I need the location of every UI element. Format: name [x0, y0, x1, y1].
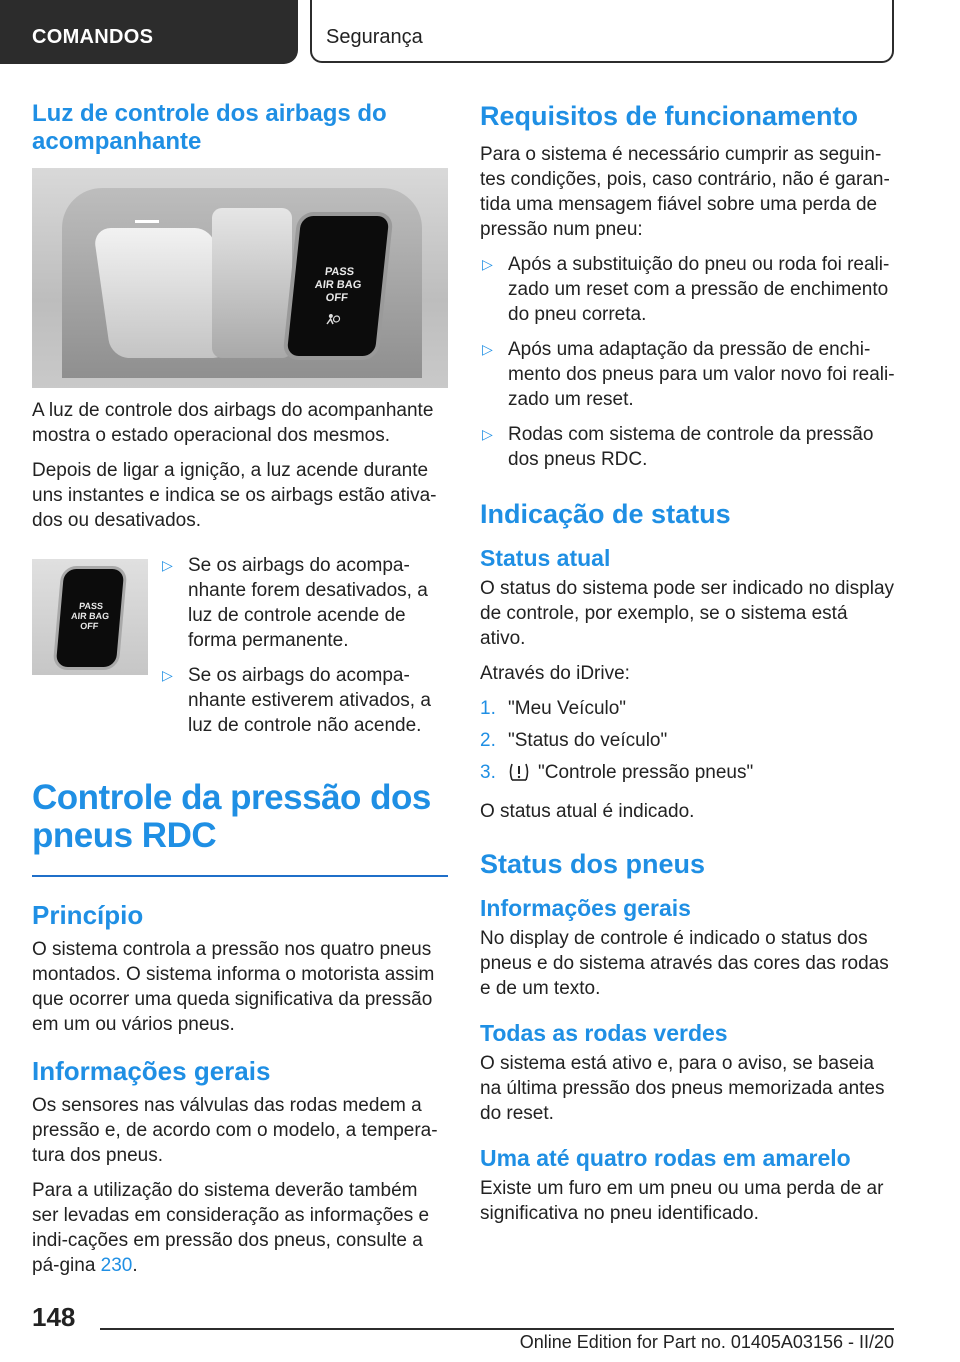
idrive-steps — [480, 696, 896, 789]
footer-divider — [100, 1328, 894, 1330]
section-divider — [32, 875, 448, 877]
airbag-paragraph-1: A luz de controle dos airbags do acompanhante mostra o estado operacional dos mesmos. — [32, 400, 434, 446]
chapter-tab — [0, 0, 298, 64]
airbag-bullet-list — [160, 553, 450, 748]
yellow-wheels-title: Uma até quatro rodas em amarelo — [480, 1145, 851, 1171]
all-green-title: Todas as rodas verdes — [480, 1020, 728, 1046]
status-title: Indicação de status — [480, 499, 731, 529]
section-label: Segurança — [326, 26, 423, 48]
triangle-bullet-icon: ▷ — [482, 341, 493, 357]
left-column — [32, 100, 448, 1288]
tire-status-title: Status dos pneus — [480, 849, 706, 879]
airbag-light-title: Luz de controle dos airbags do acompanhante — [32, 100, 387, 155]
triangle-bullet-icon: ▷ — [482, 426, 493, 442]
requirements-title: Requisitos de funcionamento — [480, 101, 859, 131]
current-status-paragraph: O status do sistema pode ser indicado no display de controle, por exemplo, se o sistema está ativo. — [480, 578, 895, 649]
list-item: 3. "Controle pressão pneus" — [480, 760, 896, 789]
airbag-panel-photo — [32, 168, 448, 388]
principle-title: Princípio — [32, 900, 144, 930]
triangle-bullet-icon: ▷ — [482, 256, 493, 272]
triangle-bullet-icon: ▷ — [162, 667, 173, 683]
list-item: ▷ Após uma adaptação da pressão de enchi‐mento dos pneus para um valor novo foi reali‐zado um reset. — [482, 339, 895, 410]
list-item: ▷ Se os airbags do acompa‐nhante estiverem ativados, a luz de controle não acende. — [162, 665, 431, 736]
list-item: 2. "Status do veículo" — [480, 730, 668, 751]
airbag-icon — [326, 312, 341, 324]
requirements-paragraph: Para o sistema é necessário cumprir as seguin‐tes condições, pois, caso contrário, não é garan‐tida uma mensagem fiável sobre uma perda de pressão num pneu: — [480, 144, 890, 240]
right-column — [480, 100, 896, 1236]
pass-airbag-off-switch: PASS AIR BAG OFF — [287, 216, 390, 356]
yellow-wheels-paragraph: Existe um furo em um pneu ou uma perda de ar significativa no pneu identificado. — [480, 1178, 884, 1224]
general-paragraph-1: Os sensores nas válvulas das rodas medem a pressão e, de acordo com o modelo, a tempera‐tura dos pneus. — [32, 1095, 438, 1166]
idrive-paragraph: Através do iDrive: — [480, 663, 630, 684]
list-item: ▷ Após a substituição do pneu ou roda foi reali‐zado um reset com a pressão de enchimento do pneu correta. — [482, 254, 890, 325]
general-info-title: Informações gerais — [32, 1056, 271, 1086]
list-item: ▷ Se os airbags do acompa‐nhante forem desativados, a luz de controle acende de forma permanente. — [162, 555, 428, 651]
airbag-switch-photo — [32, 559, 148, 675]
list-item: ▷ Rodas com sistema de controle da pressão dos pneus RDC. — [482, 424, 874, 470]
principle-paragraph: O sistema controla a pressão nos quatro pneus montados. O sistema informa o motorista assim que ocorrer uma queda significativa da pressão em um ou vários pneus. — [32, 939, 435, 1035]
rdc-heading: Controle da pressão dos pneus RDC — [32, 778, 431, 855]
current-status-title: Status atual — [480, 545, 611, 571]
tire-general-paragraph: No display de controle é indicado o status dos pneus e do sistema através das cores das rodas e de um texto. — [480, 928, 889, 999]
tire-general-info-title: Informações gerais — [480, 895, 691, 921]
pass-airbag-off-switch-small: PASS AIR BAG OFF — [56, 569, 125, 667]
airbag-paragraph-2: Depois de ligar a ignição, a luz acende durante uns instantes e indica se os airbags estão ativa‐dos ou desativados. — [32, 460, 437, 531]
tire-pressure-warning-icon — [508, 762, 530, 789]
page-number: 148 — [32, 1302, 76, 1332]
indicated-paragraph: O status atual é indicado. — [480, 801, 695, 822]
all-green-paragraph: O sistema está ativo e, para o aviso, se baseia na última pressão dos pneus memorizada antes do reset. — [480, 1053, 885, 1124]
edition-note: Online Edition for Part no. 01405A03156 - II/20 — [519, 1332, 894, 1352]
page-link[interactable]: 230 — [100, 1255, 133, 1276]
requirements-list — [480, 252, 896, 472]
list-item: 1. "Meu Veículo" — [480, 698, 627, 719]
chapter-label: COMANDOS — [32, 26, 154, 48]
general-paragraph-2: Para a utilização do sistema deverão também ser levadas em consideração as informações e indi‐cações em pressão dos pneus, consulte a pá‐gina 230. — [32, 1180, 430, 1276]
triangle-bullet-icon: ▷ — [162, 557, 173, 573]
section-tab — [310, 0, 894, 63]
